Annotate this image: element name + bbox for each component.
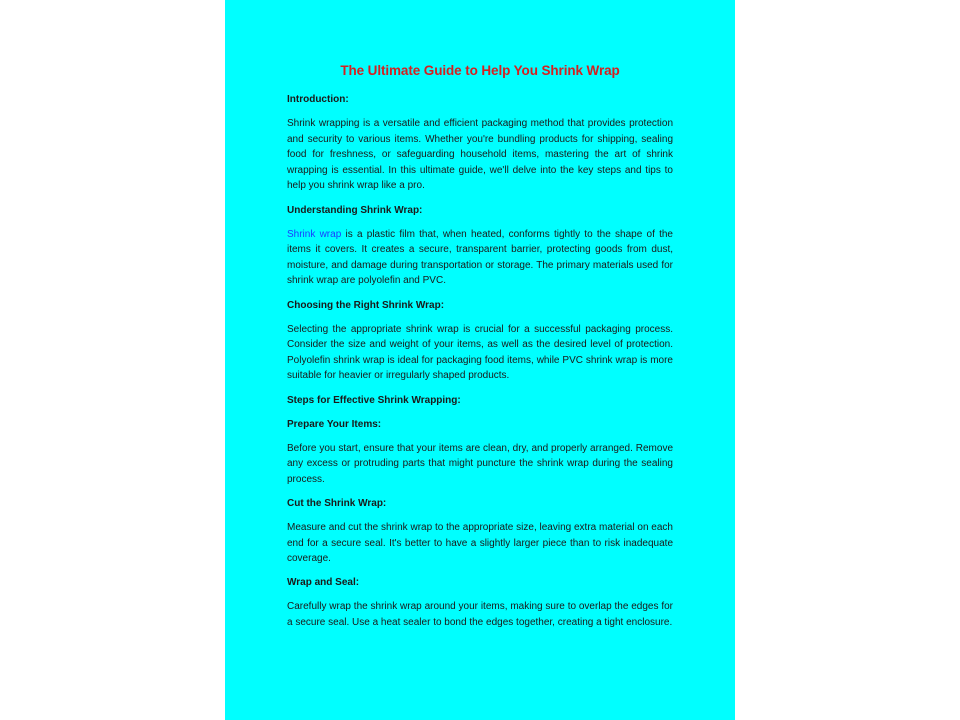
paragraph-cut: Measure and cut the shrink wrap to the appropriate size, leaving extra material on each end for a secure seal. It's better to have a slightly larger piece than to risk inadequate coverage. (287, 522, 673, 565)
paragraph-understanding (287, 227, 673, 289)
section-heading-steps: Steps for Effective Shrink Wrapping: (287, 394, 461, 406)
document-page (225, 0, 735, 720)
section-heading-choosing: Choosing the Right Shrink Wrap: (287, 299, 445, 311)
shrink-wrap-link[interactable]: Shrink wrap (287, 228, 342, 240)
section-heading-understanding: Understanding Shrink Wrap: (287, 204, 423, 216)
document-content (287, 62, 673, 639)
document-title: The Ultimate Guide to Help You Shrink Wrap (340, 63, 620, 78)
section-heading-prepare: Prepare Your Items: (287, 418, 382, 430)
section-heading-wrap: Wrap and Seal: (287, 577, 360, 589)
section-heading-introduction: Introduction: (287, 94, 349, 105)
paragraph-choosing: Selecting the appropriate shrink wrap is crucial for a successful packaging process. Consider the size and weight of your items, as well as the desired level of protection. Polyolefin shrink wrap is ideal for packaging food items, while PVC shrink wrap is more suitable for heavier or irregularly shaped products. (287, 323, 673, 382)
paragraph-prepare: Before you start, ensure that your items are clean, dry, and properly arranged. Remove any excess or protruding parts that might puncture the shrink wrap during the sealing process. (287, 442, 673, 485)
section-heading-cut: Cut the Shrink Wrap: (287, 497, 387, 509)
paragraph-wrap: Carefully wrap the shrink wrap around your items, making sure to overlap the edges for a secure seal. Use a heat sealer to bond the edges together, creating a tight enclosure. (287, 601, 673, 629)
paragraph-understanding-text: is a plastic film that, when heated, conforms tightly to the shape of the items it covers. It creates a secure, transparent barrier, protecting goods from dust, moisture, and damage during transportation or storage. The primary materials used for shrink wrap are polyolefin and PVC. (287, 228, 673, 287)
paragraph-introduction: Shrink wrapping is a versatile and efficient packaging method that provides protection and security to various items. Whether you're bundling products for shipping, sealing food for freshness, or safeguarding household items, mastering the art of shrink wrapping is essential. In this ultimate guide, we'll delve into the key steps and tips to help you shrink wrap like a pro. (287, 118, 673, 192)
